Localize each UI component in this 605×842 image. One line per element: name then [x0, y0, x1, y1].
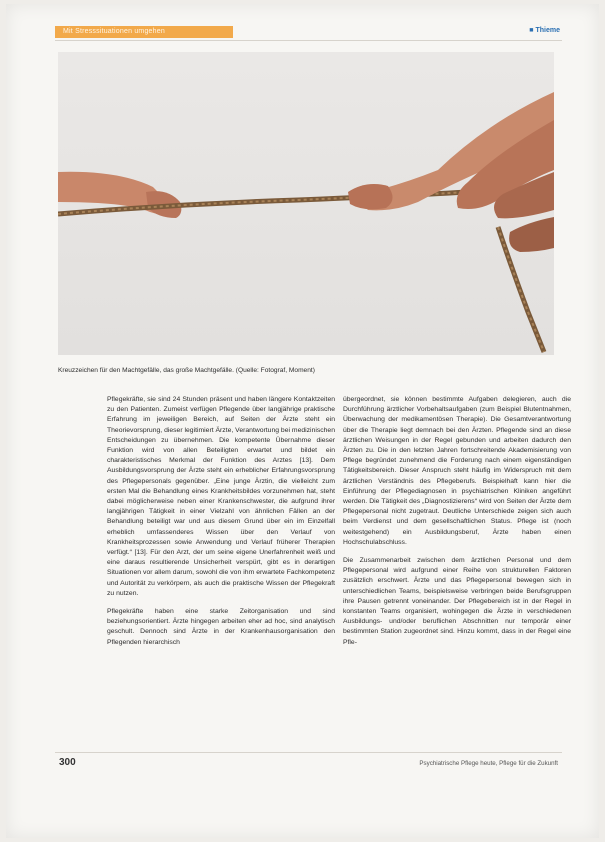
right-hand-bottom	[509, 217, 554, 252]
right-hand-front	[348, 184, 393, 209]
page-number: 300	[59, 757, 76, 768]
tug-of-war-photo	[58, 52, 554, 355]
body-column-right	[343, 395, 571, 656]
tug-of-war-illustration	[58, 52, 554, 355]
publisher-logo-icon: ■	[529, 27, 536, 34]
publisher-name: Thieme	[535, 27, 560, 34]
header-divider	[55, 40, 562, 41]
paragraph: Die Zusammenarbeit zwischen dem ärztlichen Personal und dem Pflegepersonal wird aufgrund einer Reihe von strukturellen Faktoren zusätzlich erschwert. Ärzte und das Pflegepersonal bewegen sich in unterschiedlichen Teams, beispielsweise verbringen beide Berufsgruppen ihre Pausen getrennt voneinander. Der Pflegebereich ist in der Regel in konstanten Teams organisiert, wohingegen die Ärzte in verschiedenen Ausbildungs- und/oder beruflichen Abschnitten nur temporär einer bestimmten Station zugeordnet sind. Hinzu kommt, dass in der Regel eine Pfle-	[343, 557, 571, 646]
paragraph: übergeordnet, sie können bestimmte Aufgaben delegieren, auch die Durchführung ärztlicher Vorbehaltsaufgaben (zum Beispiel Blutentnahmen, Überwachung der medikamentösen Therapie). Die Gesamtverantwortung über die Therapie liegt demnach bei den Ärzten. Pflegende sind an diese ärztlichen Weisungen in der Regel gebunden und arbeiten dadurch den Ärzten zu. Die in den letzten Jahren fortschreitende Akademisierung von Pflege begründet zunehmend die Forderung nach einem eigenständigen Tätigkeitsbereich. Dieser Anspruch steht häufig im Widerspruch mit dem ärztlichen Verständnis des Pflegeberufs. Beispielhaft kann hier die Einführung der Pflegediagnosen in psychiatrischen Kliniken angeführt werden. Die Tätigkeit des „Diagnostizierens“ wird von Seiten der Ärzte dem Pflegepersonal nicht zugetraut. Deutliche Unterschiede zeigen sich auch beim Verdienst und dem gesellschaftlichen Status. Pflege ist (noch weitestgehend) ein Ausbildungsberuf, Ärzte haben einen Hochschulabschluss.	[343, 396, 571, 546]
footer-divider	[55, 752, 562, 753]
publisher-label	[529, 27, 560, 34]
body-column-left	[107, 395, 335, 656]
figure-caption: Kreuzzeichen für den Machtgefälle, das große Machtgefälle. (Quelle: Fotograf, Moment)	[58, 367, 315, 374]
footer-source: Psychiatrische Pflege heute, Pflege für die Zukunft	[419, 760, 558, 767]
paragraph: Pflegekräfte haben eine starke Zeitorganisation und sind beziehungsorientiert. Ärzte hingegen arbeiten eher ad hoc, sind analytisch geschult. Dennoch sind Ärzte in der Krankenhausorganisation den Pflegenden hierarchisch	[107, 608, 335, 646]
section-header-band	[55, 26, 233, 38]
paragraph: Pflegekräfte, sie sind 24 Stunden präsent und haben längere Kontaktzeiten zu den Patienten. Zumeist verfügen Pflegende über langjährige praktische Erfahrung im jeweiligen Bereich, auf Seiten der Ärzte steht ein Theorievorsprung, dieser legitimiert Ärzte, Verantwortung bei medizinischen Entscheidungen zu übernehmen. Die kompetente Übernahme dieser Funktion wird von allen Beteiligten erwartet und bildet ein charakteristisches Merkmal der Funktion des Arztes [13]. Dem Ausbildungsvorsprung der Ärzte steht ein erheblicher Erfahrungsvorsprung des Pflegepersonals gegenüber. „Eine junge Ärztin, die vielleicht zum ersten Mal die Behandlung eines Krankheitsbildes vorzunehmen hat, steht dabei möglicherweise neben einer Krankenschwester, die aufgrund ihrer langjährigen Tätigkeit in einer Vielzahl von ähnlichen Fällen an der Behandlung beteiligt war und aus diesem Grund über ein im Einzelfall erheblich umfassenderes Wissen über den Verlauf von Krankheitsprozessen sowie Anwendung und Verlauf früherer Therapien verfügt.“ [13]. Für den Arzt, der um seine eigene Unerfahrenheit weiß und eine daraus resultierende Unsicherheit verspürt, gibt es in derartigen Situationen vor allem darum, sowohl die von ihm erwartete Fachkompetenz und Autorität zu verkörpern, als auch die praktische Wissen der Pflegekraft zu nutzen.	[107, 396, 335, 597]
section-label: Mit Stresssituationen umgehen	[63, 28, 165, 35]
